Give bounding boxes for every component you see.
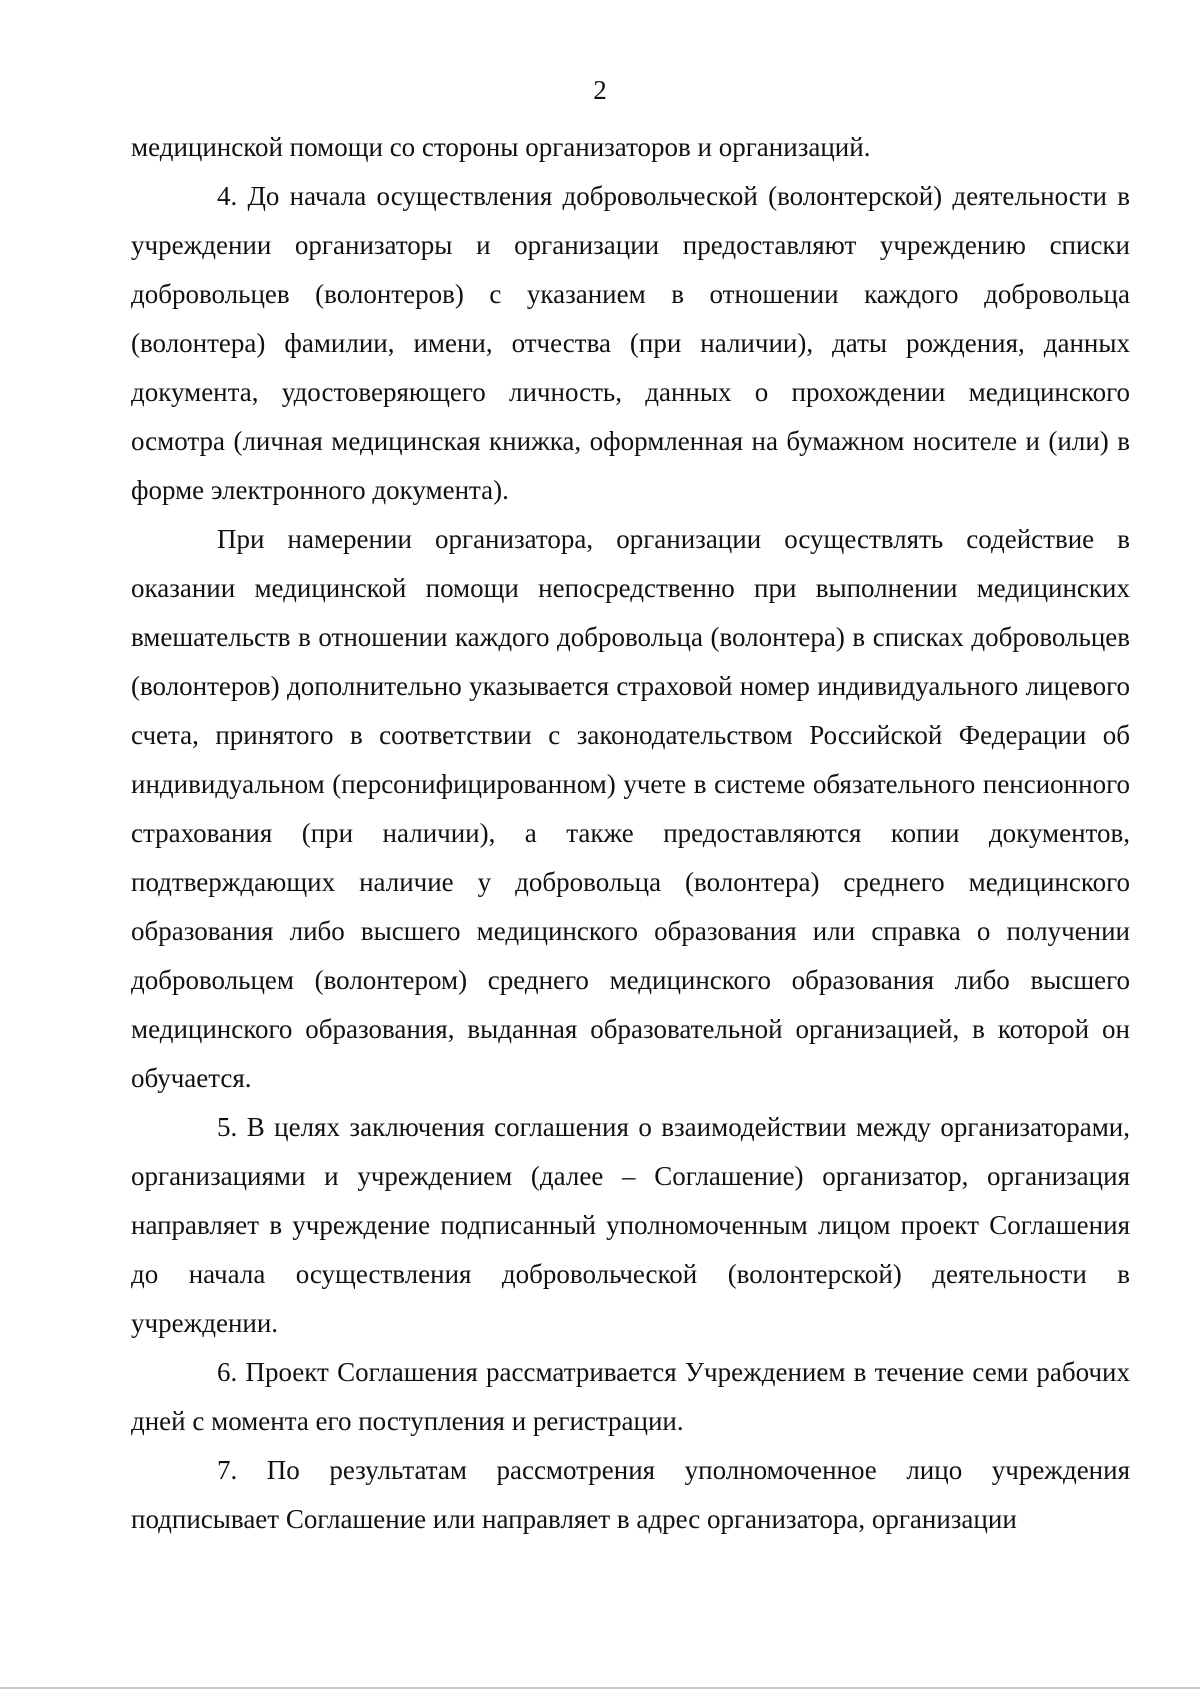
page-bottom-edge bbox=[0, 1687, 1200, 1689]
paragraph-item-6: 6. Проект Соглашения рассматривается Учреждением в течение семи рабочих дней с момента его поступления и регистрации. bbox=[131, 1357, 1130, 1436]
paragraph-item-5: 5. В целях заключения соглашения о взаимодействии между организаторами, организациями и учреждением (далее – Соглашение) организатор, организация направляет в учреждение подписанный уполномоченным лицом проект Соглашения до начала осуществления добровольческой (волонтерской) деятельности в учреждении. bbox=[131, 1112, 1130, 1338]
document-body bbox=[131, 123, 1130, 1544]
paragraph-item-4: 4. До начала осуществления добровольческой (волонтерской) деятельности в учреждении организаторы и организации предоставляют учреждению списки добровольцев (волонтеров) с указанием в отношении каждого добровольца (волонтера) фамилии, имени, отчества (при наличии), даты рождения, данных документа, удостоверяющего личность, данных о прохождении медицинского осмотра (личная медицинская книжка, оформленная на бумажном носителе и (или) в форме электронного документа). bbox=[131, 181, 1130, 505]
paragraph-item-7: 7. По результатам рассмотрения уполномоченное лицо учреждения подписывает Соглашение или направляет в адрес организатора, организации bbox=[131, 1455, 1130, 1534]
page-number: 2 bbox=[593, 75, 607, 105]
paragraph-item-4-continuation: При намерении организатора, организации осуществлять содействие в оказании медицинской помощи непосредственно при выполнении медицинских вмешательств в отношении каждого добровольца (волонтера) в списках добровольцев (волонтеров) дополнительно указывается страховой номер индивидуального лицевого счета, принятого в соответствии с законодательством Российской Федерации об индивидуальном (персонифицированном) учете в системе обязательного пенсионного страхования (при наличии), а также предоставляются копии документов, подтверждающих наличие у добровольца (волонтера) среднего медицинского образования либо высшего медицинского образования или справка о получении добровольцем (волонтером) среднего медицинского образования либо высшего медицинского образования, выданная образовательной организацией, в которой он обучается. bbox=[131, 524, 1130, 1093]
paragraph-continuation: медицинской помощи со стороны организаторов и организаций. bbox=[131, 132, 871, 162]
